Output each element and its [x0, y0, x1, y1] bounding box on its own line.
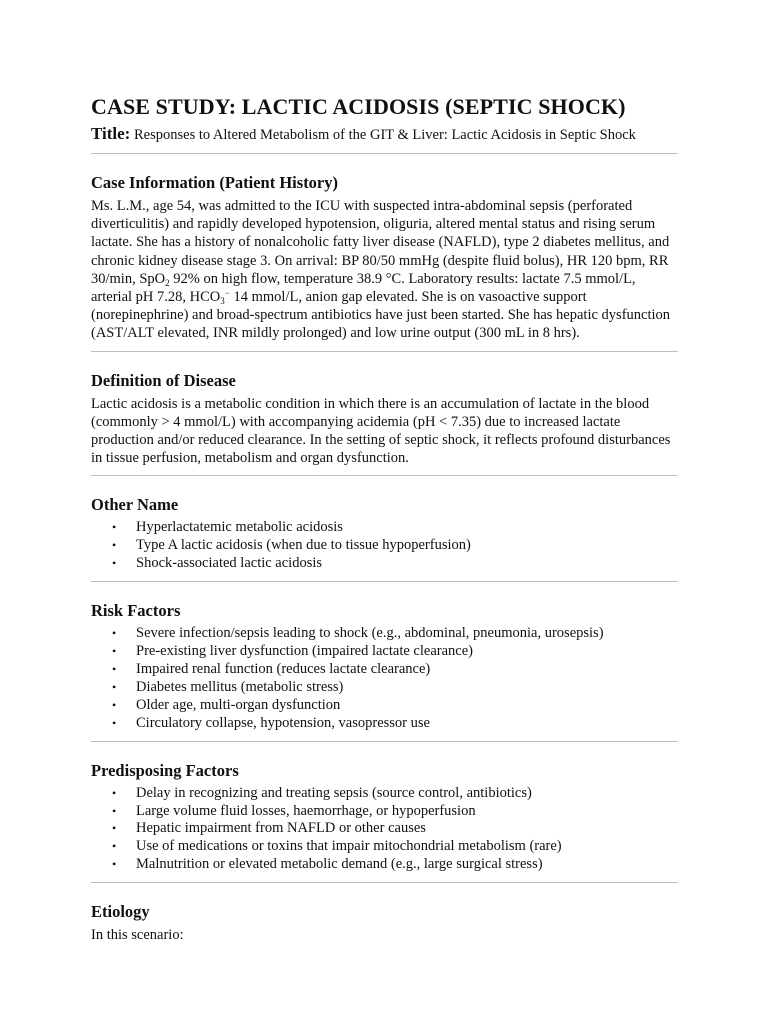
subtitle-label: Title:: [91, 124, 131, 143]
divider: [91, 153, 678, 154]
list-item-text: Circulatory collapse, hypotension, vasopressor use: [136, 714, 430, 731]
list-item: [91, 856, 678, 874]
list-item: [91, 661, 678, 679]
bullet-icon: •: [112, 626, 117, 641]
case-information-paragraph: [91, 197, 678, 343]
divider: [91, 882, 678, 883]
bullet-icon: •: [112, 697, 117, 712]
section-heading-risk-factors: Risk Factors: [91, 601, 181, 621]
section-heading-case-information: Case Information (Patient History): [91, 173, 339, 192]
section-heading-etiology: Etiology: [91, 902, 150, 922]
document-subtitle: [91, 124, 678, 145]
list-item-text: Shock-associated lactic acidosis: [136, 555, 323, 572]
subscript: 3: [220, 296, 225, 307]
subscript: 2: [165, 277, 170, 288]
divider: [91, 351, 678, 352]
list-item-text: Delay in recognizing and treating sepsis (source control, antibiotics): [136, 784, 532, 801]
list-item: [91, 715, 678, 733]
list-item-text: Impaired renal function (reduces lactate clearance): [136, 660, 431, 677]
list-item: [91, 555, 678, 573]
section-heading-definition: Definition of Disease: [91, 370, 236, 390]
predisposing-factors-list: [91, 785, 678, 875]
list-item-text: Severe infection/sepsis leading to shock (e.g., abdominal, pneumonia, urosepsis): [136, 625, 604, 642]
bullet-icon: •: [112, 538, 117, 553]
list-item-text: Use of medications or toxins that impair mitochondrial metabolism (rare): [136, 838, 562, 855]
bullet-icon: •: [112, 785, 117, 800]
section-heading-other-name: Other Name: [91, 495, 179, 515]
bullet-icon: •: [112, 839, 117, 854]
document-title: CASE STUDY: LACTIC ACIDOSIS (SEPTIC SHOCK): [91, 94, 626, 119]
bullet-icon: •: [112, 857, 117, 872]
list-item-text: Diabetes mellitus (metabolic stress): [136, 678, 344, 695]
bullet-icon: •: [112, 644, 117, 659]
list-item-text: Pre-existing liver dysfunction (impaired lactate clearance): [136, 643, 473, 660]
list-item-text: Type A lactic acidosis (when due to tissue hypoperfusion): [136, 537, 471, 554]
definition-paragraph: Lactic acidosis is a metabolic condition in which there is an accumulation of lactate in the blood (commonly > 4 mmol/L) with accompanying acidemia (pH < 7.35) due to increased lactate production and/or reduced clearance. In the setting of septic shock, it reflects profound disturbances in tissue perfusion, metabolism and organ dysfunction.: [91, 395, 671, 467]
case-text-part: Ms. L.M., age 54, was admitted to the ICU with suspected intra-abdominal sepsis (perforated diverticulitis) and rapidly developed hypotension, oliguria, altered mental status and rising serum lactate. She has a history of nonalcoholic fatty liver disease (NAFLD), type 2 diabetes mellitus, and chronic kidney disease stage 3. On arrival: BP 80/50 mmHg (despite fluid bolus), HR 120 bpm, RR 30/min, SpO: [91, 198, 670, 287]
subtitle-text: Responses to Altered Metabolism of the GIT & Liver: Lactic Acidosis in Septic Shock: [133, 127, 636, 143]
bullet-icon: •: [112, 715, 117, 730]
list-item: [91, 519, 678, 537]
list-item: [91, 643, 678, 661]
list-item-text: Malnutrition or elevated metabolic demand (e.g., large surgical stress): [136, 856, 543, 873]
section-heading-predisposing-factors: Predisposing Factors: [91, 760, 239, 780]
case-text-part: 14 mmol/L, anion gap elevated. She is on vasoactive support (norepinephrine) and broad-spectrum antibiotics have just been started. She has hepatic dysfunction (AST/ALT elevated, INR mildly prolonged) and low urine output (300 mL in 8 hrs).: [91, 289, 671, 342]
case-text-part: 92% on high flow, temperature 38.9 °C. Laboratory results: lactate 7.5 mmol/L, arterial pH 7.28, HCO: [91, 270, 636, 306]
list-item-text: Large volume fluid losses, haemorrhage, or hypoperfusion: [136, 802, 476, 819]
superscript: −: [224, 288, 230, 299]
list-item-text: Hepatic impairment from NAFLD or other causes: [136, 820, 426, 837]
list-item: [91, 697, 678, 715]
risk-factors-list: [91, 625, 678, 732]
list-item-text: Older age, multi-organ dysfunction: [136, 696, 341, 713]
bullet-icon: •: [112, 679, 117, 694]
bullet-icon: •: [112, 821, 117, 836]
list-item-text: Hyperlactatemic metabolic acidosis: [136, 519, 343, 536]
bullet-icon: •: [112, 556, 117, 571]
list-item: [91, 785, 678, 803]
divider: [91, 475, 678, 476]
bullet-icon: •: [112, 661, 117, 676]
list-item: [91, 838, 678, 856]
list-item: [91, 679, 678, 697]
list-item: [91, 803, 678, 821]
etiology-paragraph: In this scenario:: [91, 927, 184, 944]
bullet-icon: •: [112, 803, 117, 818]
list-item: [91, 820, 678, 838]
bullet-icon: •: [112, 520, 117, 535]
list-item: [91, 625, 678, 643]
divider: [91, 741, 678, 742]
other-name-list: [91, 519, 678, 573]
list-item: [91, 537, 678, 555]
divider: [91, 581, 678, 582]
